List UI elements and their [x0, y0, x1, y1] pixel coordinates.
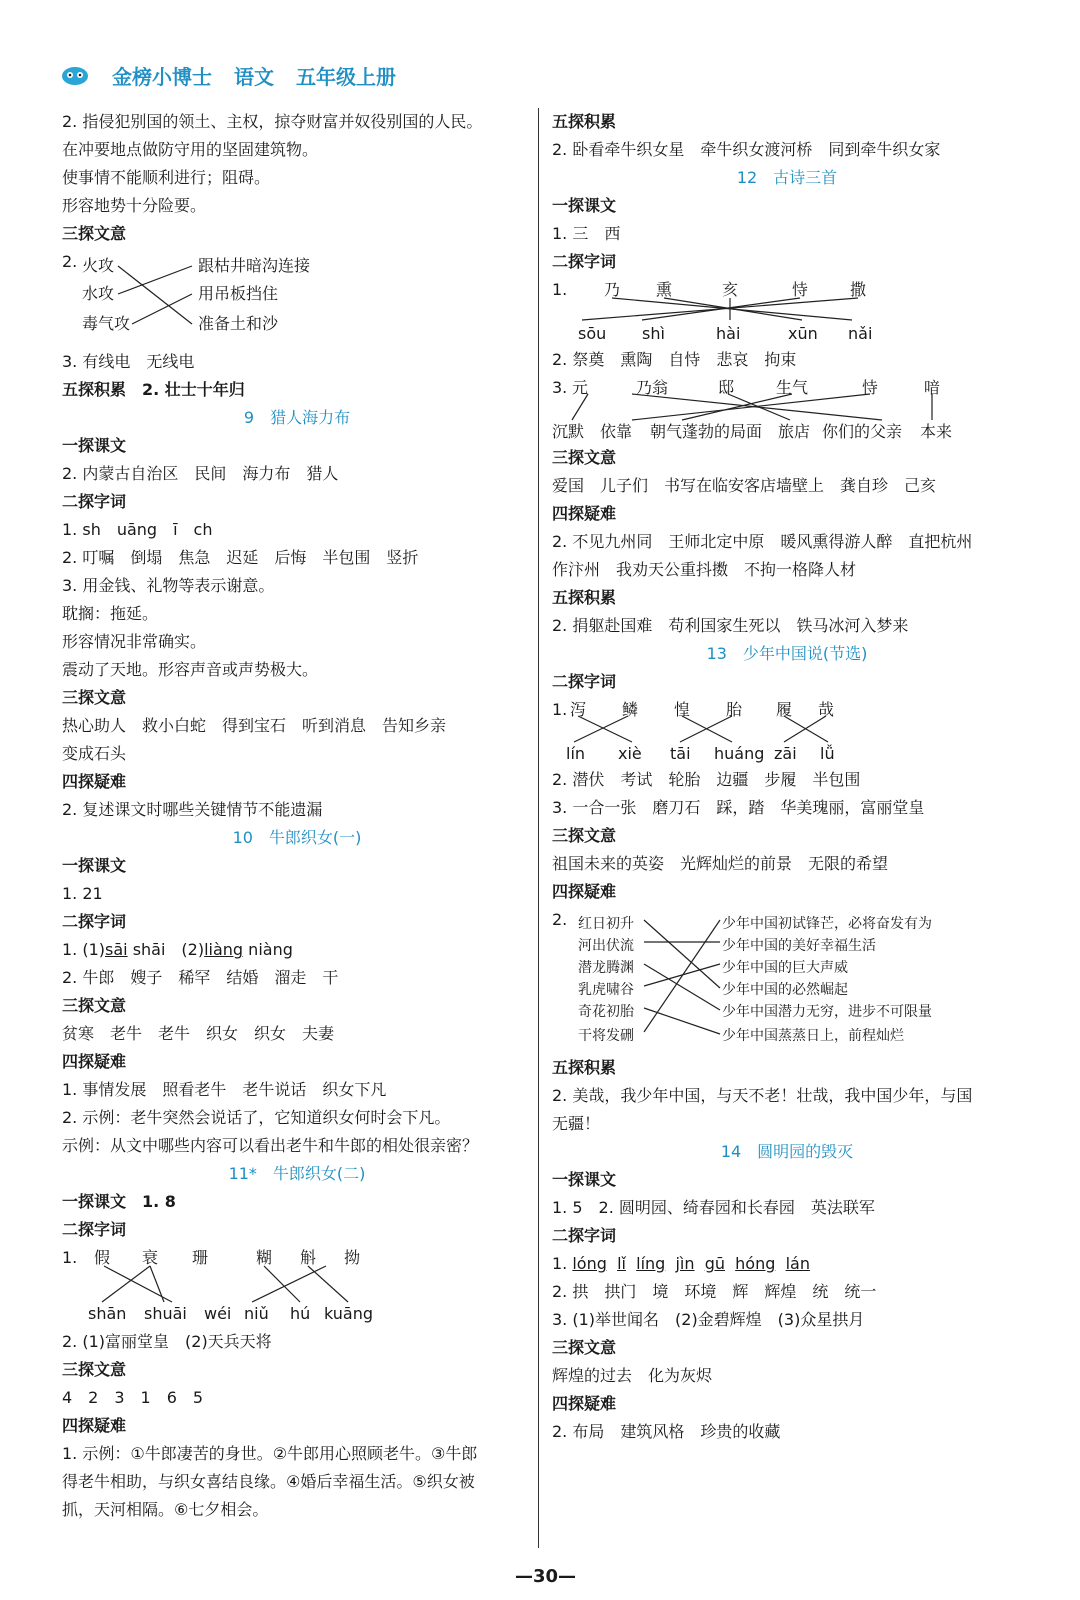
section-heading: 二探字词	[552, 672, 617, 691]
answer-line: 作汴州 我劝天公重抖擞 不拘一格降人材	[552, 560, 857, 579]
section-heading: 五探积累	[552, 588, 617, 607]
underlined-pinyin: líng	[636, 1254, 666, 1273]
underlined-pinyin: hóng	[735, 1254, 776, 1273]
match-top-char: 拗	[344, 1248, 361, 1267]
section-heading: 五探积累	[552, 112, 617, 131]
match-top-word: 恃	[862, 378, 879, 397]
answer-line: 祖国未来的英姿 光辉灿烂的前景 无限的希望	[552, 854, 889, 873]
answer-line: 1. 事情发展 照看老牛 老牛说话 织女下凡	[62, 1080, 387, 1099]
section-heading: 三探文意	[62, 688, 127, 707]
pinyin-matching	[62, 1244, 532, 1328]
answer-line: 变成石头	[62, 744, 127, 763]
column-divider	[538, 108, 539, 1548]
section-heading: 四探疑难	[552, 882, 617, 901]
answer-line: 得老牛相助，与织女喜结良缘。④婚后幸福生活。⑤织女被	[62, 1472, 475, 1491]
section-heading: 一探课文 1. 8	[62, 1192, 176, 1211]
section-heading: 四探疑难	[62, 772, 127, 791]
match-pinyin: lín	[566, 744, 586, 763]
match-right-item: 少年中国蒸蒸日上，前程灿烂	[722, 1028, 904, 1044]
match-meaning: 你们的父亲	[822, 422, 903, 441]
section-heading: 一探课文	[62, 436, 127, 455]
match-top-word: 乃翁	[636, 378, 669, 397]
section-heading: 三探文意	[62, 996, 127, 1015]
section-heading: 四探疑难	[62, 1052, 127, 1071]
match-top-word: 元	[572, 378, 589, 397]
answer-line: 震动了天地。形容声音或声势极大。	[62, 660, 319, 679]
answer-line: 抓，天河相隔。⑥七夕相会。	[62, 1500, 269, 1519]
meaning-matching	[552, 906, 1022, 1054]
match-meaning: 沉默	[552, 422, 585, 441]
lesson-title: 11* 牛郎织女(二)	[228, 1164, 366, 1183]
match-top-char: 斛	[300, 1248, 317, 1267]
section-heading: 二探字词	[552, 252, 617, 271]
match-top-char: 乃	[604, 280, 621, 299]
subject-name: 语文	[234, 64, 274, 89]
answer-line: 2. 卧看牵牛织女星 牵牛织女渡河桥 同到牵牛织女家	[552, 140, 941, 159]
answer-line: 2. 复述课文时哪些关键情节不能遗漏	[62, 800, 323, 819]
section-heading: 四探疑难	[552, 1394, 617, 1413]
answer-line: 辉煌的过去 化为灰烬	[552, 1366, 713, 1385]
underlined-pinyin: liàng	[204, 940, 244, 959]
answer-line: 热心助人 救小白蛇 得到宝石 听到消息 告知乡亲	[62, 716, 447, 735]
underlined-pinyin: sāi	[105, 940, 128, 959]
match-top-char: 熏	[656, 280, 673, 299]
match-top-char: 亥	[722, 280, 739, 299]
match-right-item: 少年中国的必然崛起	[722, 982, 848, 998]
pinyin-matching	[552, 276, 1022, 346]
match-pinyin: shān	[88, 1304, 127, 1323]
underlined-pinyin: jìn	[675, 1254, 695, 1273]
section-heading: 一探课文	[552, 1170, 617, 1189]
match-right-item: 少年中国的巨大声威	[722, 960, 848, 976]
page-number: —30—	[515, 1566, 577, 1587]
lesson-title: 12 古诗三首	[736, 168, 838, 187]
answer-line: 1. 21	[62, 884, 103, 903]
match-meaning: 朝气蓬勃的局面	[650, 422, 763, 441]
match-top-word: 邸	[718, 378, 735, 397]
answer-text: niàng	[243, 940, 293, 959]
match-meaning: 旅店	[778, 422, 811, 441]
match-top-char: 惶	[674, 700, 691, 719]
answer-line: 2. 内蒙古自治区 民间 海力布 猎人	[62, 464, 339, 483]
match-right-item: 少年中国初试锋芒，必将奋发有为	[722, 916, 932, 932]
answer-line: 耽搁：拖延。	[62, 604, 159, 623]
answer-line: 2. 美哉，我少年中国，与天不老！壮哉，我中国少年，与国	[552, 1086, 973, 1105]
match-top-char: 胎	[726, 700, 743, 719]
match-number: 3.	[552, 378, 568, 397]
answer-line: 4 2 3 1 6 5	[62, 1388, 204, 1407]
match-left-item: 毒气攻	[82, 314, 131, 333]
lesson-title: 9 猎人海力布	[243, 408, 351, 427]
match-left-item: 乳虎啸谷	[578, 982, 634, 998]
answer-line: 2. 祭奠 熏陶 自恃 悲哀 拘束	[552, 350, 797, 369]
answer-line: 1. 示例：①牛郎凄苦的身世。②牛郎用心照顾老牛。③牛郎	[62, 1444, 478, 1463]
match-pinyin: nǎi	[848, 324, 873, 343]
match-top-word: 生气	[776, 378, 809, 397]
answer-line: 形容地势十分险要。	[62, 196, 207, 215]
answer-line: 1. 5 2. 圆明园、绮春园和长春园 英法联军	[552, 1198, 875, 1217]
owl-logo-icon	[60, 64, 90, 86]
answer-line: 2. 牛郎 嫂子 稀罕 结婚 溜走 干	[62, 968, 339, 987]
section-heading: 四探疑难	[62, 1416, 127, 1435]
answer-line: 爱国 儿子们 书写在临安客店墙壁上 龚自珍 己亥	[552, 476, 937, 495]
section-heading: 五探积累	[552, 1058, 617, 1077]
match-right-item: 准备土和沙	[198, 314, 279, 333]
section-heading: 三探文意	[552, 826, 617, 845]
answer-line: 3. 一合一张 磨刀石 踩，踏 华美瑰丽，富丽堂皇	[552, 798, 925, 817]
section-heading: 三探文意	[552, 1338, 617, 1357]
match-pinyin: zāi	[774, 744, 797, 763]
match-pinyin: wéi	[204, 1304, 232, 1323]
match-left-item: 河出伏流	[578, 938, 634, 954]
answer-line: 2. 捐躯赴国难 苟利国家生死以 铁马冰河入梦来	[552, 616, 909, 635]
left-column	[62, 108, 532, 1524]
match-top-word: 喑	[924, 378, 941, 397]
answer-text: 1. (1)	[62, 940, 106, 959]
match-meaning: 本来	[920, 422, 953, 441]
section-heading: 三探文意	[62, 224, 127, 243]
match-top-char: 鳞	[622, 700, 639, 719]
match-right-item: 少年中国潜力无穷，进步不可限量	[722, 1004, 932, 1020]
match-pinyin: xiè	[618, 744, 642, 763]
matching-exercise	[62, 248, 532, 348]
section-heading: 二探字词	[62, 492, 127, 511]
match-top-char: 恃	[792, 280, 809, 299]
match-number: 2.	[552, 910, 568, 929]
answer-line: 2. 布局 建筑风格 珍贵的收藏	[552, 1422, 781, 1441]
section-heading: 一探课文	[62, 856, 127, 875]
answer-line: 3. (1)举世闻名 (2)金碧辉煌 (3)众星拱月	[552, 1310, 865, 1329]
match-number: 1.	[552, 700, 568, 719]
meaning-matching	[552, 374, 1022, 444]
answer-line	[62, 936, 532, 964]
section-heading: 三探文意	[62, 1360, 127, 1379]
match-number: 1.	[552, 280, 568, 299]
answer-line: 无疆！	[552, 1114, 601, 1133]
match-pinyin: sōu	[578, 324, 607, 343]
section-heading: 四探疑难	[552, 504, 617, 523]
match-top-char: 撒	[850, 280, 867, 299]
answer-line	[552, 1250, 1022, 1278]
match-top-char: 履	[776, 700, 793, 719]
lesson-title: 10 牛郎织女(一)	[232, 828, 362, 847]
brand-name: 金榜小博士	[112, 64, 212, 89]
answer-line: 2. 示例：老牛突然会说话了，它知道织女何时会下凡。	[62, 1108, 451, 1127]
answer-line: 2. 潜伏 考试 轮胎 边疆 步履 半包围	[552, 770, 861, 789]
match-pinyin: shuāi	[144, 1304, 187, 1323]
match-top-char: 糊	[256, 1248, 273, 1267]
section-heading: 五探积累 2. 壮士十年归	[62, 380, 245, 399]
match-pinyin: huáng	[714, 744, 765, 763]
answer-line: 形容情况非常确实。	[62, 632, 207, 651]
answer-line: 1. sh uāng ī ch	[62, 520, 213, 539]
answer-text: shāi (2)	[127, 940, 205, 959]
lesson-title: 13 少年中国说(节选)	[706, 644, 868, 663]
header	[60, 60, 396, 90]
grade-name: 五年级上册	[296, 64, 396, 89]
answer-line: 2. (1)富丽堂皇 (2)天兵天将	[62, 1332, 272, 1351]
match-left-item: 干将发硎	[578, 1028, 634, 1044]
lesson-title: 14 圆明园的毁灭	[720, 1142, 854, 1161]
match-number: 1.	[62, 1248, 78, 1267]
match-left-item: 水攻	[82, 284, 115, 303]
match-pinyin: niǔ	[244, 1304, 269, 1323]
answer-line: 贫寒 老牛 老牛 织女 织女 夫妻	[62, 1024, 335, 1043]
answer-line: 2. 指侵犯别国的领土、主权，掠夺财富并奴役别国的人民。	[62, 112, 483, 131]
section-heading: 一探课文	[552, 196, 617, 215]
underlined-pinyin: lóng	[572, 1254, 607, 1273]
match-pinyin: tāi	[670, 744, 691, 763]
match-top-char: 珊	[192, 1248, 209, 1267]
answer-line: 3. 有线电 无线电	[62, 352, 195, 371]
pinyin-matching	[552, 696, 1022, 766]
match-right-item: 跟枯井暗沟连接	[198, 256, 311, 275]
answer-line: 1. 三 西	[552, 224, 621, 243]
match-pinyin: hú	[290, 1304, 311, 1323]
match-pinyin: kuāng	[324, 1304, 374, 1323]
match-meaning: 依靠	[600, 422, 633, 441]
right-column	[552, 108, 1022, 1446]
answer-line: 2. 拱 拱门 境 环境 辉 辉煌 统 统一	[552, 1282, 877, 1301]
match-pinyin: hài	[716, 324, 741, 343]
match-top-char: 泻	[570, 700, 587, 719]
answer-line: 使事情不能顺利进行；阻碍。	[62, 168, 271, 187]
match-right-item: 用吊板挡住	[198, 284, 279, 303]
underlined-pinyin: lǐ	[617, 1254, 626, 1273]
match-pinyin: xūn	[788, 324, 818, 343]
answer-line: 2. 不见九州同 王师北定中原 暖风熏得游人醉 直把杭州	[552, 532, 973, 551]
section-heading: 三探文意	[552, 448, 617, 467]
match-pinyin: lǚ	[820, 744, 835, 763]
match-top-char: 哉	[818, 700, 835, 719]
match-top-char: 衰	[142, 1248, 159, 1267]
match-number: 2.	[62, 252, 78, 271]
answer-line: 2. 叮嘱 倒塌 焦急 迟延 后悔 半包围 竖折	[62, 548, 419, 567]
answer-line: 在冲要地点做防守用的坚固建筑物。	[62, 140, 319, 159]
answer-text: 1.	[552, 1254, 568, 1273]
match-left-item: 奇花初胎	[578, 1004, 634, 1020]
section-heading: 二探字词	[552, 1226, 617, 1245]
section-heading: 二探字词	[62, 1220, 127, 1239]
underlined-pinyin: gū	[704, 1254, 725, 1273]
match-left-item: 火攻	[82, 256, 115, 275]
answer-line: 3. 用金钱、礼物等表示谢意。	[62, 576, 275, 595]
match-left-item: 潜龙腾渊	[578, 960, 634, 976]
match-top-char: 假	[94, 1248, 111, 1267]
match-left-item: 红日初升	[578, 916, 634, 932]
match-pinyin: shì	[642, 324, 665, 343]
underlined-pinyin: lán	[785, 1254, 810, 1273]
answer-line: 示例：从文中哪些内容可以看出老牛和牛郎的相处很亲密？	[62, 1136, 479, 1155]
match-right-item: 少年中国的美好幸福生活	[722, 938, 876, 954]
section-heading: 二探字词	[62, 912, 127, 931]
